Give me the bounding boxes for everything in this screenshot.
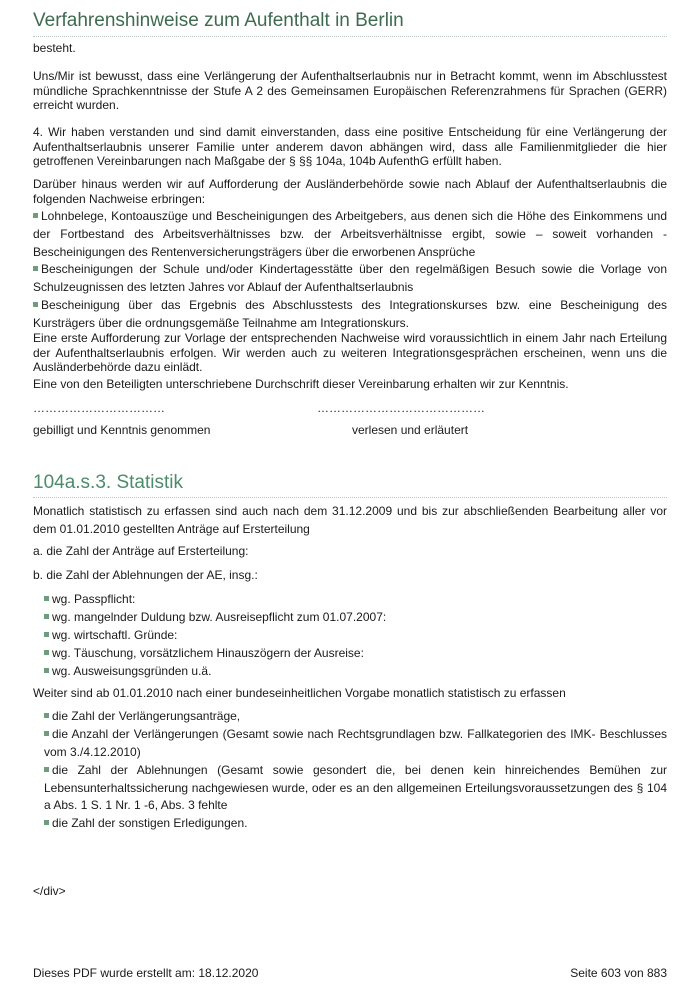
stray-markup-text: </div>	[33, 884, 66, 898]
list-item	[44, 609, 386, 625]
list-item-text: wg. Täuschung, vorsätzlichem Hinauszögern der Ausreise:	[52, 646, 364, 660]
list-item	[33, 296, 667, 332]
list-item	[33, 207, 667, 261]
language-paragraph: Uns/Mir ist bewusst, dass eine Verlängerung der Aufenthaltserlaubnis nur in Betracht kommt, wenn im Abschlusstest mündliche Sprachkenntnisse der Stufe A 2 des Gemeinsamen Europäischen Referenzrahmens für Sprachen (GERR) erreicht wurden.	[33, 69, 667, 112]
bullet-square-icon	[44, 650, 49, 655]
bullet-square-icon	[44, 632, 49, 637]
bullet-square-icon	[33, 266, 38, 271]
section-divider	[33, 497, 667, 498]
list-item	[44, 708, 667, 726]
document-page	[33, 0, 667, 990]
statistics-item-a: a. die Zahl der Anträge auf Ersterteilung:	[33, 544, 249, 558]
signature-label-left: gebilligt und Kenntnis genommen	[33, 423, 211, 437]
bullet-square-icon	[44, 713, 49, 718]
statistics-intro-paragraph: Monatlich statistisch zu erfassen sind auch nach dem 31.12.2009 und bis zur abschließenden Bearbeitung aller vor dem 01.01.2010 gestellten Anträge auf Ersterteilung	[33, 504, 667, 536]
list-item	[44, 591, 135, 607]
copy-paragraph: Eine von den Beteiligten unterschriebene Durchschrift dieser Vereinbarung erhalten wir zur Kenntnis.	[33, 377, 569, 391]
statistics-item-b: b. die Zahl der Ablehnungen der AE, insg.:	[33, 568, 258, 582]
bullet-square-icon	[44, 731, 49, 736]
list-item	[44, 815, 667, 833]
page-title: Verfahrenshinweise zum Aufenthalt in Berlin	[33, 10, 404, 31]
list-item-text: wg. Ausweisungsgründen u.ä.	[52, 664, 212, 678]
point4-paragraph: 4. Wir haben verstanden und sind damit einverstanden, dass eine positive Entscheidung für eine Verlängerung der Aufenthaltserlaubnis unserer Familie unter anderem davon abhängen wird, dass alle Familienmitglieder die hier getroffenen Vereinbarungen nach Maßgabe der § §§ 104a, 104b AufenthG erfüllt haben.	[33, 125, 667, 168]
continuation-text: besteht.	[33, 41, 76, 55]
list-item-text: die Zahl der Verlängerungsanträge,	[52, 709, 241, 723]
list-item-text: die Zahl der Ablehnungen (Gesamt sowie gesondert die, bei denen kein hinreichendes Bemühen zur Lebensunterhaltssicherung nachgewiesen wurde, oder es an den allgemeinen Erteilungsvoraussetzungen des § 104 a Abs. 1 S. 1 Nr. 1 -6, Abs. 3 fehlte	[44, 763, 667, 812]
list-item-text: wg. Passpflicht:	[52, 592, 136, 606]
further-statistics-paragraph: Weiter sind ab 01.01.2010 nach einer bundeseinheitlichen Vorgabe monatlich statistisch zu erfassen	[33, 686, 566, 700]
signature-line-right: ……………………………………	[317, 401, 485, 415]
title-divider	[33, 36, 667, 37]
bullet-square-icon	[33, 213, 38, 218]
section-title: 104a.s.3. Statistik	[33, 472, 183, 493]
signature-label-right: verlesen und erläutert	[352, 423, 469, 437]
list-item-text: Lohnbelege, Kontoauszüge und Bescheinigungen des Arbeitgebers, aus denen sich die Höhe des Einkommens und der Fortbestand des Arbeitsverhältnisses bzw. der Arbeitsverhältnisse ergibt, sowie – soweit vorhanden - Bescheinigungen des Rentenversicherungsträgers über die erworbenen Ansprüche	[33, 209, 667, 259]
first-request-paragraph: Eine erste Aufforderung zur Vorlage der entsprechenden Nachweise wird voraussichtlich in einem Jahr nach Erteilung der Aufenthaltserlaubnis erfolgen. Wir werden auch zu weiteren Integrationsgesprächen erscheinen, wenn uns die Ausländerbehörde dazu einlädt.	[33, 331, 667, 374]
list-item-text: wg. mangelnder Duldung bzw. Ausreisepflicht zum 01.07.2007:	[52, 610, 387, 624]
list-item	[44, 762, 667, 815]
bullet-square-icon	[44, 668, 49, 673]
proofs-intro-paragraph: Darüber hinaus werden wir auf Aufforderung der Ausländerbehörde sowie nach Ablauf der Aufenthaltserlaubnis die folgenden Nachweise erbringen:	[33, 177, 667, 206]
signature-line-left: ……………………………	[33, 401, 165, 415]
bullet-square-icon	[33, 302, 38, 307]
list-item	[44, 645, 364, 661]
list-item	[44, 726, 667, 761]
list-item-text: die Zahl der sonstigen Erledigungen.	[52, 816, 248, 830]
list-item-text: die Anzahl der Verlängerungen (Gesamt sowie nach Rechtsgrundlagen bzw. Fallkategorien des IMK- Beschlusses vom 3./4.12.2010)	[44, 727, 667, 759]
bullet-square-icon	[44, 614, 49, 619]
list-item	[44, 627, 177, 643]
list-item-text: Bescheinigung über das Ergebnis des Abschlusstests des Integrationskurses bzw. eine Bescheinigung des Kursträgers über die ordnungsgemäße Teilnahme am Integrationskurs.	[33, 298, 667, 330]
bullet-square-icon	[44, 767, 49, 772]
bullet-square-icon	[44, 596, 49, 601]
list-item	[44, 663, 211, 679]
footer-page-number: Seite 603 von 883	[570, 966, 667, 980]
list-item-text: Bescheinigungen der Schule und/oder Kindertagesstätte über den regelmäßigen Besuch sowie die Vorlage von Schulzeugnissen des letzten Jahres vor Ablauf der Aufenthaltserlaubnis	[33, 262, 667, 294]
footer-created-date: Dieses PDF wurde erstellt am: 18.12.2020	[33, 966, 259, 980]
list-item-text: wg. wirtschaftl. Gründe:	[52, 628, 178, 642]
list-item	[33, 260, 667, 296]
bullet-square-icon	[44, 820, 49, 825]
